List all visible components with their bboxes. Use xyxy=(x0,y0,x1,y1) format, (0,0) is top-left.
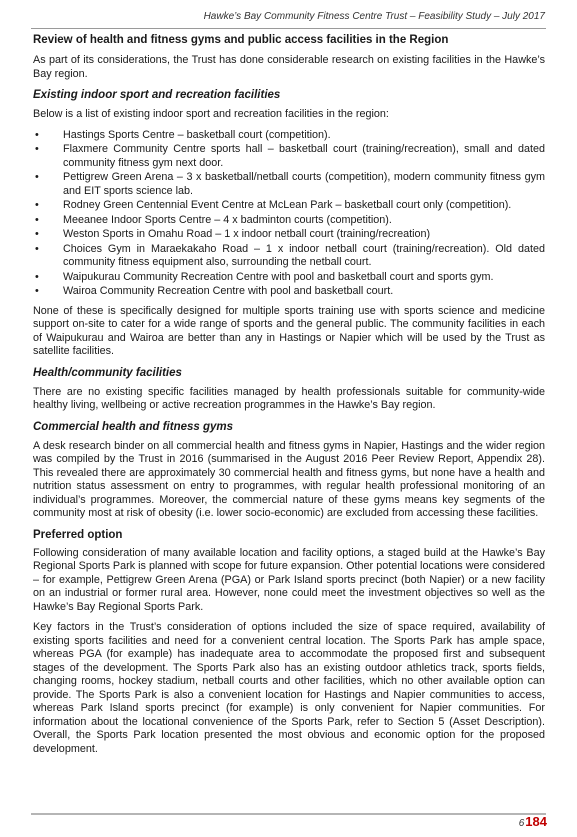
list-item xyxy=(33,129,545,143)
health-facilities-heading: Health/community facilities xyxy=(33,366,182,379)
commercial-gyms-heading: Commercial health and fitness gyms xyxy=(33,420,234,433)
page-number-local: 6 xyxy=(518,818,525,829)
list-item-text: Rodney Green Centennial Event Centre at McLean Park – basketball court only (competition). xyxy=(63,199,512,211)
bullet-icon: • xyxy=(35,128,39,141)
list-item-text: Pettigrew Green Arena – 3 x basketball/netball courts (competition), modern community fitness gym and EIT sports science lab. xyxy=(63,171,545,197)
bullet-icon: • xyxy=(35,143,39,155)
preferred-option-paragraph-2: Key factors in the Trust’s consideration of options included the size of space required, availability of existing sports facilities and need for a convenient central location. The Sports Park has ample space, whereas PGA (for example) has inadequate area to accommodate the proposed first and subsequent stages of the development. The Sports Park also has an existing outdoor athletics track, sports fields, changing rooms, hockey stadium, netball courts and other facilities, which no other available option can provide. The Sports Park is also a convenient location for Hastings and Napier communities to access, whereas Park Island sports precinct (for example) is only convenient for Napier communities. For information about the locational convenience of the Sports Park, refer to Section 5 (Asset Description). Overall, the Sports Park location presented the most obvious and economic option for the proposed development. xyxy=(33,621,545,755)
page-number-global: 184 xyxy=(525,814,547,829)
bullet-icon: • xyxy=(35,199,39,211)
list-item xyxy=(33,271,545,285)
page-number xyxy=(519,813,547,831)
list-item-text: Wairoa Community Recreation Centre with pool and basketball court. xyxy=(63,285,394,297)
list-item-text: Flaxmere Community Centre sports hall – basketball court (training/recreation), small and dated community fitness gym next door. xyxy=(63,143,545,169)
list-item-text: Weston Sports in Omahu Road – 1 x indoor netball court (training/recreation) xyxy=(63,228,431,240)
footer-rule xyxy=(31,813,546,815)
list-item-text: Hastings Sports Centre – basketball court (competition). xyxy=(63,128,331,141)
indoor-facilities-lead: Below is a list of existing indoor sport and recreation facilities in the region: xyxy=(33,108,389,120)
bullet-icon: • xyxy=(35,270,39,283)
commercial-gyms-paragraph: A desk research binder on all commercial health and fitness gyms in Napier, Hastings and the wider region was compiled by the Trust in 2016 (summarised in the August 2016 Peer Review Report, Appendix 28). This revealed there are approximately 30 commercial health and fitness gyms, but none have a health and nutrition status assessment on entry to programmes, with regular health professional monitoring of an individual’s programmes. Moreover, the commercial nature of these gyms means key segments of the community most at risk of obesity (i.e. lower socio-economic) are excluded from accessing these facilities. xyxy=(33,439,545,519)
bullet-icon: • xyxy=(35,228,39,240)
list-item xyxy=(33,285,545,299)
indoor-facilities-heading: Existing indoor sport and recreation facilities xyxy=(33,89,281,101)
list-item xyxy=(33,143,545,170)
bullet-icon: • xyxy=(35,171,39,183)
list-item-text: Meeanee Indoor Sports Centre – 4 x badminton courts (competition). xyxy=(63,213,392,226)
list-item-text: Waipukurau Community Recreation Centre with pool and basketball court and sports gym. xyxy=(63,270,494,283)
bullet-icon: • xyxy=(35,242,39,255)
list-item xyxy=(33,199,545,213)
intro-paragraph: As part of its considerations, the Trust has done considerable research on existing facilities in the Hawke’s Bay region. xyxy=(33,54,545,80)
preferred-option-paragraph-1: Following consideration of many available location and facility options, a staged build at the Hawke’s Bay Regional Sports Park is planned with scope for future expansion. Other potential locations were considered – for example, Pettigrew Green Arena (PGA) or Park Island sports precinct (both Napier) or a new facility on an industrial or former rural area. However, none could meet the investment objectives so well as the Hawke’s Bay Regional Sports Park. xyxy=(33,546,545,613)
section-heading: Review of health and fitness gyms and public access facilities in the Region xyxy=(33,34,449,46)
preferred-option-heading: Preferred option xyxy=(33,528,123,541)
indoor-facilities-closing: None of these is specifically designed for multiple sports training use with sports science and medicine support on-site to cater for a wide range of sports and the general public. The community facilities in each of Waipukurau and Wairoa are better than any in Hastings or Napier which will be used by the Trust as satellite facilities. xyxy=(33,304,545,357)
list-item xyxy=(33,214,545,228)
indoor-facilities-list xyxy=(33,129,545,299)
list-item xyxy=(33,243,545,270)
page-content xyxy=(33,33,545,763)
running-header: Hawke’s Bay Community Fitness Centre Trust – Feasibility Study – July 2017 xyxy=(203,11,545,22)
list-item-text: Choices Gym in Maraekakaho Road – 1 x indoor netball court (training/recreation). Old dated community fitness equipment also, surrounding the netball court. xyxy=(63,242,545,268)
bullet-icon: • xyxy=(35,285,39,297)
health-facilities-paragraph: There are no existing specific facilities managed by health professionals suitable for community-wide healthy living, wellbeing or active recreation programmes in the Hawke’s Bay region. xyxy=(33,385,545,411)
list-item xyxy=(33,171,545,198)
bullet-icon: • xyxy=(35,213,39,226)
list-item xyxy=(33,228,545,242)
header-rule xyxy=(31,28,546,29)
